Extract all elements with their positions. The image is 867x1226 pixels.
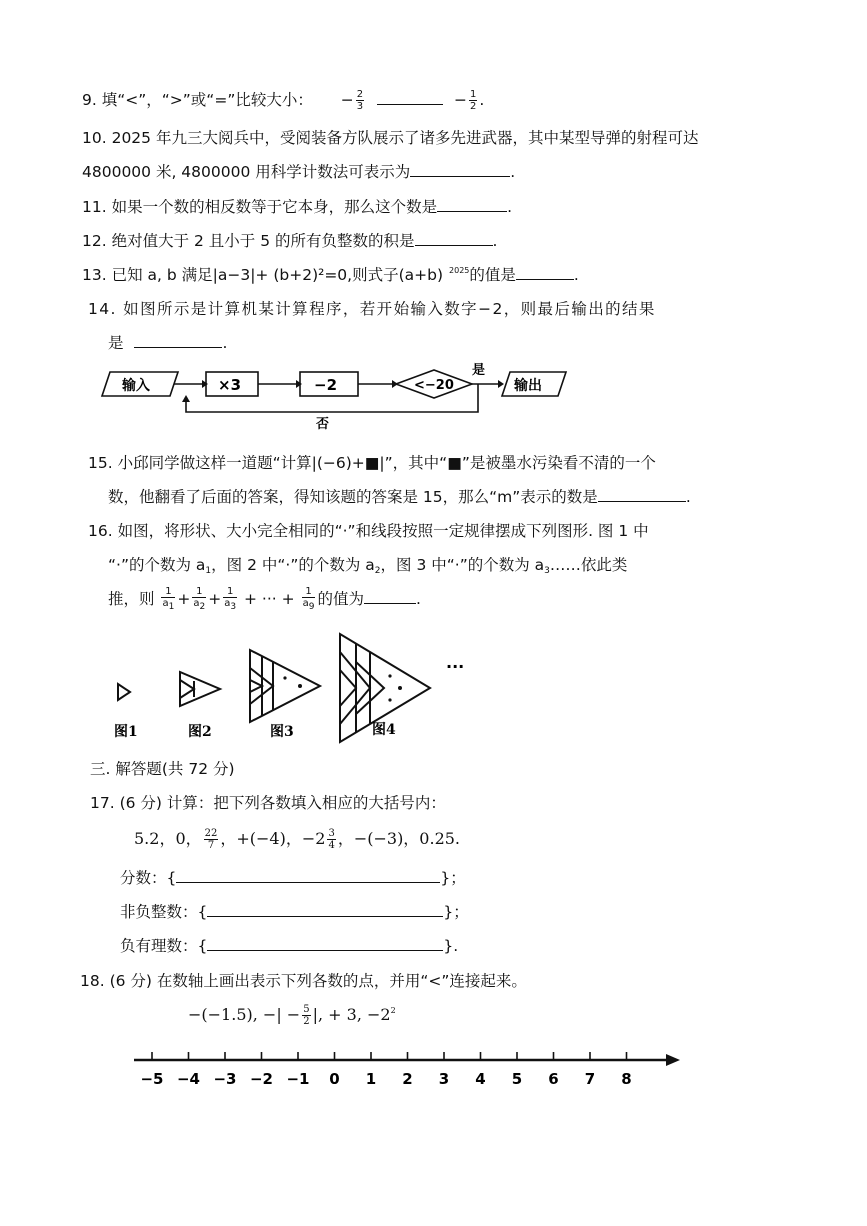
q15-line2: 数，他翻看了后面的答案，得知该题的答案是 15，那么“m”表示的数是 . [108, 485, 691, 507]
q17-cat-nonneg-int: 非负整数：{ }； [120, 900, 469, 922]
q9-answer-blank[interactable] [377, 89, 443, 106]
q14-line2: 是 . [108, 331, 227, 353]
q14-flowchart [100, 362, 580, 432]
fig2-big [180, 672, 220, 706]
axis-tick-label: 5 [511, 1070, 523, 1088]
q11-line: 11. 如果一个数的相反数等于它本身，那么这个数是 . [82, 195, 512, 217]
q9-frac1: $\frac{2}{3}$ [356, 89, 364, 112]
q16-line2: “·”的个数为 $a_1$，图 2 中“·”的个数为 $a_2$，图 3 中“·”的个数为 $a_3\dots\dots$依此类 [108, 556, 628, 576]
q16-line3: 推，则 $\frac{1}{a1}$ + $\frac{1}{a2}$ + $\frac{1}{a3}$ + ··· + $\frac{1}{a9}$ 的值为 . [108, 586, 421, 612]
q17-cat-neg-rational: 负有理数：{ }. [120, 934, 458, 956]
q18-title: 18. (6 分) 在数轴上画出表示下列各数的点，并用“<”连接起来。 [80, 972, 527, 990]
q9-frac2: $\frac{1}{2}$ [469, 89, 477, 112]
q9-text: 9. 填“<”，“>”或“=”比较大小： [82, 91, 313, 109]
axis-tick-label: 2 [402, 1070, 413, 1088]
q12-answer-blank[interactable] [415, 230, 493, 247]
axis-tick-label: −5 [140, 1070, 164, 1088]
axis-tick-label: 0 [329, 1070, 340, 1088]
axis-tick-label: −3 [213, 1070, 237, 1088]
q10-answer-blank[interactable] [410, 161, 510, 178]
q18-expression: −(−1.5), −| − $\frac{5}{2}$ |, + 3, $-2^2$ [188, 1004, 396, 1027]
fig3-label: 图3 [270, 724, 294, 740]
flow-no-label: 否 [316, 417, 330, 432]
q15-line1: 15. 小邱同学做这样一道题“计算|(−6)+■|”，其中“■”是被墨水污染看不清的一个 [88, 454, 656, 472]
q18-number-line[interactable] [130, 1044, 690, 1094]
flow-yes-label: 是 [472, 363, 486, 378]
q9-neg1: − [340, 91, 354, 109]
q17-neg-rational-blank[interactable] [207, 935, 443, 952]
q15-answer-blank[interactable] [598, 486, 686, 503]
axis-tick-label: 1 [365, 1070, 377, 1088]
axis-tick-label: 8 [621, 1070, 632, 1088]
q12-line: 12. 绝对值大于 2 且小于 5 的所有负整数的积是 . [82, 229, 497, 251]
flow-input-label: 输入 [122, 378, 150, 394]
q13-answer-blank[interactable] [516, 264, 574, 281]
axis-tick-label: −1 [286, 1070, 310, 1088]
flow-output-label: 输出 [514, 378, 542, 394]
flow-op1-label: ×3 [218, 376, 242, 394]
axis-tick-label: −2 [249, 1070, 274, 1088]
fig4-inner-c [340, 670, 356, 706]
q16-answer-blank[interactable] [364, 588, 416, 605]
q9-neg2: − [453, 91, 467, 109]
q17-nonneg-int-blank[interactable] [207, 901, 443, 918]
fig1-triangle [118, 684, 130, 700]
fig1-label: 图1 [114, 724, 138, 740]
fig-ellipsis: ··· [446, 657, 465, 676]
fig2-label: 图2 [188, 724, 212, 740]
fig3-inner-c [250, 680, 262, 692]
axis-arrow [666, 1054, 680, 1066]
q10-line2: 4800000 米, 4800000 用科学计数法可表示为 . [82, 160, 515, 182]
q13-exponent: 2025 [449, 266, 470, 275]
q10-line1: 10. 2025 年九三大阅兵中，受阅装备方队展示了诸多先进武器，其中某型导弹的射程可达 [82, 129, 699, 147]
axis-tick-label: 4 [475, 1070, 486, 1088]
flow-cond-label: <−20 [414, 378, 454, 393]
q16-figures [100, 622, 480, 747]
axis-tick-label: −4 [176, 1070, 201, 1088]
q9-line: 9. 填“<”，“>”或“=”比较大小： − $\frac{2}{3}$ − $\frac{1}{2}$ . [82, 89, 485, 112]
axis-tick-label: 3 [438, 1070, 450, 1088]
q14-line1: 14. 如图所示是计算机某计算程序，若开始输入数字−2，则最后输出的结果 [88, 300, 656, 318]
axis-tick-label: 6 [548, 1070, 559, 1088]
q17-numbers: 5.2，0， $\frac{22}{7}$ ，+(−4)，−2 $\frac{3}{4}$ ，−(−3)，0.25. [134, 828, 461, 851]
section3-title: 三. 解答题(共 72 分) [90, 760, 235, 778]
flow-op2-label: −2 [314, 376, 338, 394]
q17-cat-fraction: 分数：{ }； [120, 866, 466, 888]
q11-answer-blank[interactable] [437, 196, 507, 213]
q13-line: 13. 已知 a, b 满足|a−3|+ (b+2)²=0,则式子(a+b) $^{2025}$的值是 . [82, 263, 579, 285]
q17-title: 17. (6 分) 计算：把下列各数填入相应的大括号内： [90, 794, 446, 812]
q17-fraction-blank[interactable] [176, 867, 440, 884]
q16-line1: 16. 如图，将形状、大小完全相同的“·”和线段按照一定规律摆成下列图形. 图 1 中 [88, 522, 649, 540]
q14-answer-blank[interactable] [134, 332, 222, 349]
axis-tick-label: 7 [584, 1070, 596, 1088]
fig2-inner [180, 680, 194, 698]
fig4-label: 图4 [372, 722, 396, 738]
